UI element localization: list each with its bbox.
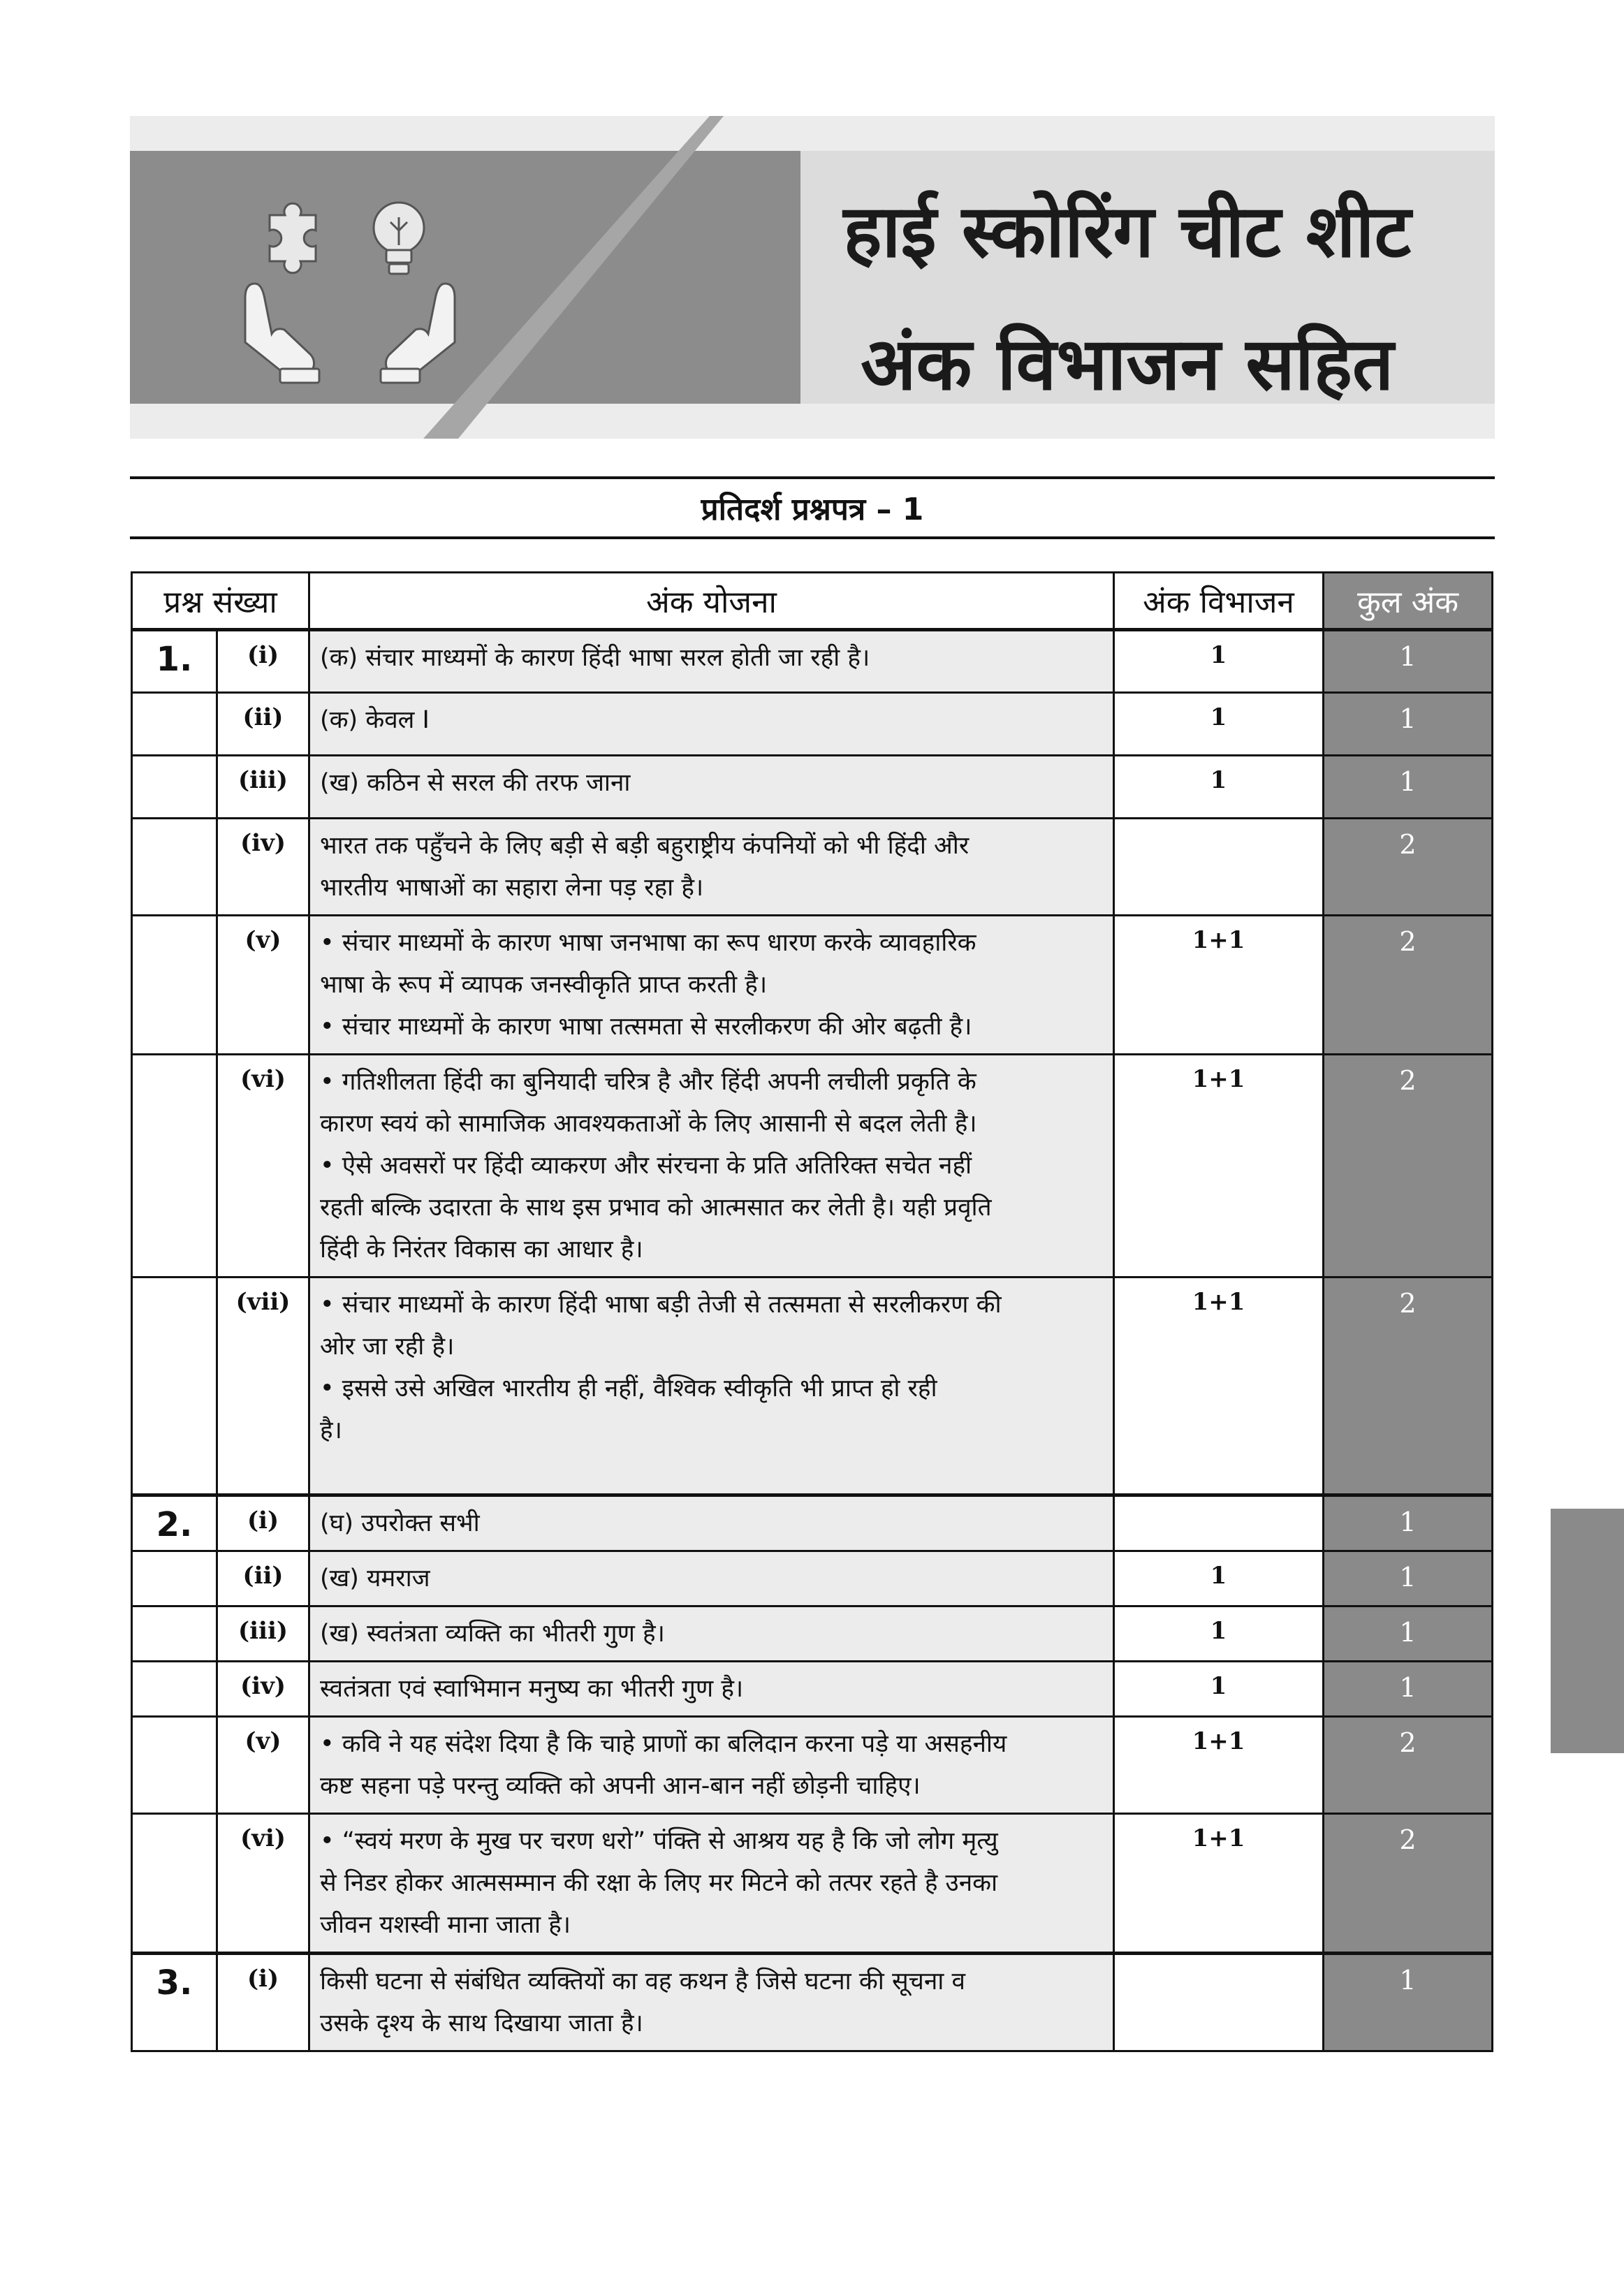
table-row: [132, 1495, 1493, 1551]
question-number-empty: [132, 1717, 217, 1814]
total-marks: 1: [1324, 1662, 1493, 1717]
question-number-empty: [132, 693, 217, 756]
side-tab: [1551, 1509, 1624, 1753]
answer-scheme: [309, 1278, 1114, 1495]
sub-part: (v): [217, 1717, 309, 1814]
question-number-empty: [132, 1662, 217, 1717]
question-number-empty: [132, 1055, 217, 1278]
total-marks: 2: [1324, 916, 1493, 1055]
marks-split: 1: [1114, 1662, 1324, 1717]
table-row: [132, 1717, 1493, 1814]
answer-scheme: [309, 1606, 1114, 1662]
answer-scheme: [309, 1717, 1114, 1814]
answer-scheme: [309, 1551, 1114, 1606]
answer-scheme: [309, 1495, 1114, 1551]
marks-split: 1+1: [1114, 1278, 1324, 1495]
answer-line: भारतीय भाषाओं का सहारा लेना पड़ रहा है।: [320, 874, 704, 902]
marking-scheme-table: [131, 571, 1493, 2052]
header-question-no: प्रश्न संख्या: [132, 573, 309, 630]
total-marks: 1: [1324, 1606, 1493, 1662]
question-number: 2.: [132, 1495, 217, 1551]
table-header-row: [132, 573, 1493, 630]
answer-line: (क) केवल I: [320, 706, 430, 734]
marks-split: [1114, 819, 1324, 916]
header-scheme: अंक योजना: [309, 573, 1114, 630]
answer-line: उसके दृश्य के साथ दिखाया जाता है।: [320, 2010, 643, 2037]
marks-split: 1: [1114, 693, 1324, 756]
sub-part: (v): [217, 916, 309, 1055]
sub-part: (vii): [217, 1278, 309, 1495]
answer-line: है।: [320, 1416, 342, 1444]
sub-part: (i): [217, 630, 309, 693]
total-marks: 1: [1324, 1495, 1493, 1551]
total-marks: 1: [1324, 756, 1493, 819]
answer-line: • इससे उसे अखिल भारतीय ही नहीं, वैश्विक स्वीकृति भी प्राप्त हो रही: [320, 1375, 937, 1403]
answer-line: कारण स्वयं को सामाजिक आवश्यकताओं के लिए आसानी से बदल लेती है।: [320, 1110, 977, 1138]
answer-line: भाषा के रूप में व्यापक जनस्वीकृति प्राप्त करती है।: [320, 971, 768, 999]
sub-part: (ii): [217, 1551, 309, 1606]
total-marks: 1: [1324, 693, 1493, 756]
total-marks: 1: [1324, 1551, 1493, 1606]
answer-line: भारत तक पहुँचने के लिए बड़ी से बड़ी बहुराष्ट्रीय कंपनियों को भी हिंदी और: [320, 832, 970, 860]
answer-scheme: [309, 1662, 1114, 1717]
sub-part: (iv): [217, 819, 309, 916]
banner-dark-panel: [130, 151, 800, 404]
paper-subtitle: [130, 476, 1495, 539]
header-split: अंक विभाजन: [1114, 573, 1324, 630]
total-marks: 1: [1324, 1954, 1493, 2051]
marks-split: 1+1: [1114, 1055, 1324, 1278]
sub-part: (ii): [217, 693, 309, 756]
header-banner: [130, 116, 1495, 439]
answer-line: स्वतंत्रता एवं स्वाभिमान मनुष्य का भीतरी गुण है।: [320, 1675, 744, 1703]
question-number-empty: [132, 756, 217, 819]
table-row: [132, 1055, 1493, 1278]
marks-split: 1: [1114, 756, 1324, 819]
answer-line: • कवि ने यह संदेश दिया है कि चाहे प्राणों का बलिदान करना पड़े या असहनीय: [320, 1730, 1007, 1758]
answer-line: जीवन यशस्वी माना जाता है।: [320, 1911, 571, 1939]
table-row: [132, 756, 1493, 819]
answer-line: से निडर होकर आत्मसम्मान की रक्षा के लिए मर मिटने को तत्पर रहते है उनका: [320, 1869, 998, 1897]
total-marks: 2: [1324, 819, 1493, 916]
table-row: [132, 1278, 1493, 1495]
total-marks: 2: [1324, 1814, 1493, 1954]
sub-part: (iii): [217, 1606, 309, 1662]
answer-scheme: [309, 756, 1114, 819]
marks-split: 1: [1114, 1606, 1324, 1662]
marks-split: [1114, 1954, 1324, 2051]
answer-line: • संचार माध्यमों के कारण हिंदी भाषा बड़ी तेजी से तत्समता से सरलीकरण की: [320, 1291, 1002, 1319]
question-number-empty: [132, 1606, 217, 1662]
table-row: [132, 693, 1493, 756]
answer-scheme: [309, 1814, 1114, 1954]
answer-line: हिंदी के निरंतर विकास का आधार है।: [320, 1236, 643, 1264]
answer-line: • संचार माध्यमों के कारण भाषा जनभाषा का रूप धारण करके व्यावहारिक: [320, 929, 976, 957]
answer-line: (क) संचार माध्यमों के कारण हिंदी भाषा सरल होती जा रही है।: [320, 644, 870, 672]
answer-line: • “स्वयं मरण के मुख पर चरण धरो” पंक्ति से आश्रय यह है कि जो लोग मृत्यु: [320, 1827, 998, 1855]
banner-title-line2: अंक विभाजन सहित: [861, 321, 1394, 407]
answer-line: • ऐसे अवसरों पर हिंदी व्याकरण और संरचना के प्रति अतिरिक्त सचेत नहीं: [320, 1152, 972, 1180]
answer-line: ओर जा रही है।: [320, 1333, 455, 1361]
total-marks: 1: [1324, 630, 1493, 693]
marks-split: 1: [1114, 1551, 1324, 1606]
total-marks: 2: [1324, 1055, 1493, 1278]
question-number-empty: [132, 916, 217, 1055]
marks-split: 1: [1114, 630, 1324, 693]
answer-scheme: [309, 819, 1114, 916]
table-body: [132, 630, 1493, 2051]
table-row: [132, 916, 1493, 1055]
sub-part: (iii): [217, 756, 309, 819]
table-row: [132, 1814, 1493, 1954]
answer-line: (ख) स्वतंत्रता व्यक्ति का भीतरी गुण है।: [320, 1620, 665, 1648]
answer-line: कष्ट सहना पड़े परन्तु व्यक्ति को अपनी आन-बान नहीं छोड़नी चाहिए।: [320, 1772, 921, 1800]
answer-line: (घ) उपरोक्त सभी: [320, 1509, 480, 1537]
answer-line: किसी घटना से संबंधित व्यक्तियों का वह कथन है जिसे घटना की सूचना व: [320, 1968, 965, 1996]
marks-split: [1114, 1495, 1324, 1551]
sub-part: (iv): [217, 1662, 309, 1717]
table-row: [132, 630, 1493, 693]
answer-line: (ख) कठिन से सरल की तरफ जाना: [320, 769, 631, 797]
banner-title: [843, 165, 1411, 430]
table-row: [132, 819, 1493, 916]
table-row: [132, 1606, 1493, 1662]
table-row: [132, 1551, 1493, 1606]
sub-part: (i): [217, 1495, 309, 1551]
question-number-empty: [132, 1814, 217, 1954]
answer-scheme: [309, 916, 1114, 1055]
sub-part: (vi): [217, 1814, 309, 1954]
total-marks: 2: [1324, 1717, 1493, 1814]
header-total: कुल अंक: [1324, 573, 1493, 630]
sub-part: (vi): [217, 1055, 309, 1278]
question-number: 3.: [132, 1954, 217, 2051]
question-number-empty: [132, 1278, 217, 1495]
answer-scheme: [309, 693, 1114, 756]
question-number-empty: [132, 819, 217, 916]
total-marks: 2: [1324, 1278, 1493, 1495]
marks-split: 1+1: [1114, 1717, 1324, 1814]
sub-part: (i): [217, 1954, 309, 2051]
answer-line: रहती बल्कि उदारता के साथ इस प्रभाव को आत्मसात कर लेती है। यही प्रवृति: [320, 1194, 992, 1222]
table-row: [132, 1662, 1493, 1717]
answer-scheme: [309, 1954, 1114, 2051]
answer-scheme: [309, 1055, 1114, 1278]
table-row: [132, 1954, 1493, 2051]
puzzle-bulb-hands-icon: [238, 179, 462, 388]
marks-split: 1+1: [1114, 916, 1324, 1055]
answer-scheme: [309, 630, 1114, 693]
paper-subtitle-text: प्रतिदर्श प्रश्नपत्र – 1: [701, 492, 924, 527]
question-number-empty: [132, 1551, 217, 1606]
answer-line: • संचार माध्यमों के कारण भाषा तत्समता से सरलीकरण की ओर बढ़ती है।: [320, 1013, 972, 1041]
banner-title-line1: हाई स्कोरिंग चीट शीट: [843, 189, 1411, 274]
marks-split: 1+1: [1114, 1814, 1324, 1954]
answer-line: • गतिशीलता हिंदी का बुनियादी चरित्र है और हिंदी अपनी लचीली प्रकृति के: [320, 1068, 976, 1096]
question-number: 1.: [132, 630, 217, 693]
answer-line: (ख) यमराज: [320, 1565, 430, 1593]
